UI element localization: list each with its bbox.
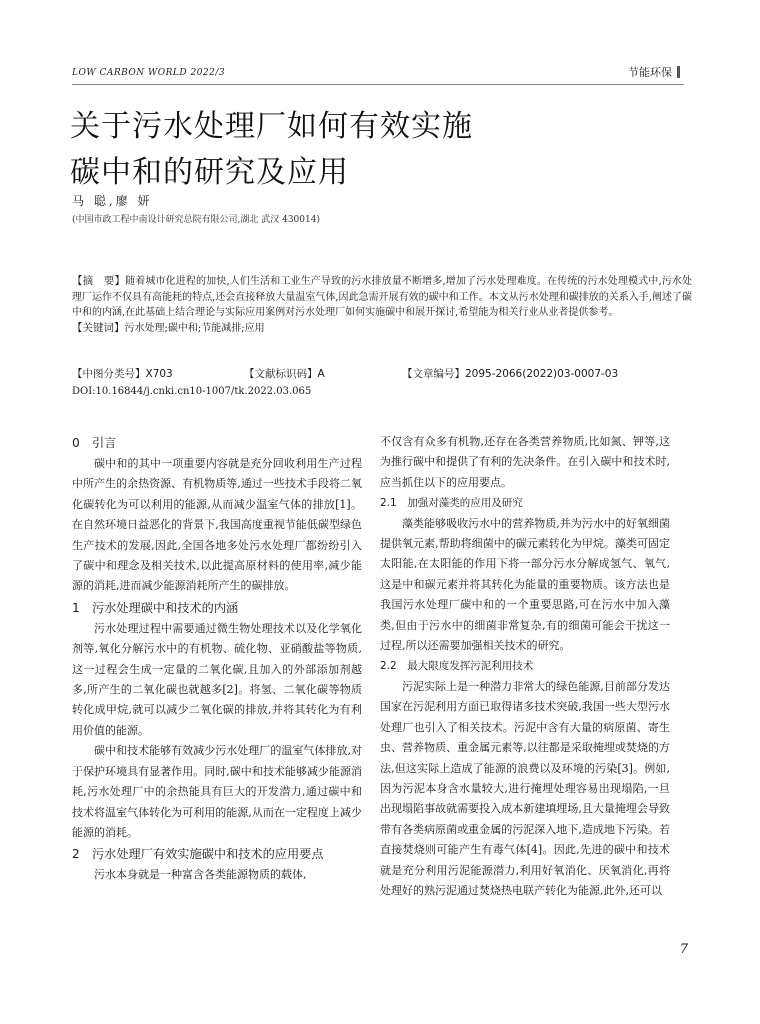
section-label: 节能环保 — [628, 66, 672, 79]
article-number: 【文章编号】2095-2066(2022)03-0007-03 — [402, 368, 619, 380]
paragraph: 污泥实际上是一种潜力非常大的绿色能源,目前部分发达国家在污泥利用方面已取得诸多技术突破,我国一些大型污水处理厂也引入了相关技术。污泥中含有大量的病原菌、寄生虫、营养物质、重金属元素等,以往都是采取掩埋或焚烧的方法,但这实际上造成了能源的浪费以及环境的污染[3]。例如,因为污泥本身含水量较大,进行掩埋处理容易出现塌陷,一旦出现塌陷事故就需要投入成本新建填埋场,且大量掩埋会导致带有各类病原菌或重金属的污泥深入地下,造成地下污染。若直接焚烧则可能产生有毒气体[4]。因此,先进的碳中和技术就是充分利用污泥能源潜力,利用好氧消化、厌氧消化,再将处理好的熟污泥通过焚烧热电联产转化为能源,此外,还可以 — [380, 679, 670, 897]
abstract-label: 【摘 要】 — [72, 275, 126, 287]
paragraph: 藻类能够吸收污水中的营养物质,并为污水中的好氧细菌提供氧元素,帮助将细菌中的碳元素转化为甲烷。藻类可固定太阳能,在太阳能的作用下将一部分污水分解成氢气、氧气,这是中和碳元素并将其转化为能量的重要物质。该方法也是我国污水处理厂碳中和的一个重要思路,可在污水中加入藻类,但由于污水中的细菌非常复杂,有的细菌可能会干扰这一过程,所以还需要加强相关技术的研究。 — [380, 516, 670, 653]
abstract-block — [72, 274, 692, 336]
affiliation: (中国市政工程中南设计研究总院有限公司,湖北 武汉 430014) — [72, 215, 320, 225]
left-column — [72, 432, 362, 886]
subsection-heading: 2.1 加强对藻类的应用及研究 — [380, 497, 523, 510]
paragraph: 污水处理过程中需要通过微生物处理技术以及化学氧化剂等,氧化分解污水中的有机物、硫化物、亚硝酸盐等物质,这一过程会生成一定量的二氧化碳,且加入的外部添加剂越多,所产生的二氧化碳也就越多[2]。将氢、二氧化碳等物质转化成甲烷,就可以减少二氧化碳的排放,并将其转化为有利用价值的能源。 — [72, 621, 362, 737]
authors: 马 聪,廖 妍 — [72, 194, 153, 208]
abstract-text: 随着城市化进程的加快,人们生活和工业生产导致的污水排放量不断增多,增加了污水处理难度。在传统的污水处理模式中,污水处理厂运作不仅具有高能耗的特点,还会直接释放大量温室气体,因此急需开展有效的碳中和工作。本文从污水处理和碳排放的关系入手,阐述了碳中和的内涵,在此基础上结合理论与实际应用案例对污水处理厂如何实施碳中和展开探讨,希望能为相关行业从业者提供参考。 — [72, 276, 693, 319]
paragraph: 碳中和技术能够有效减少污水处理厂的温室气体排放,对于保护环境具有显著作用。同时,碳中和技术能够减少能源消耗,污水处理厂中的余热能具有巨大的开发潜力,通过碳中和技术将温室气体转化为可利用的能源,从而在一定程度上减少能源的消耗。 — [72, 744, 362, 839]
article-title — [70, 104, 473, 196]
doi: DOI:10.16844/j.cnki.cn10-1007/tk.2022.03.065 — [72, 386, 312, 397]
section-heading: 1 污水处理碳中和技术的内涵 — [72, 600, 239, 615]
paragraph: 碳中和的其中一项重要内容就是充分回收利用生产过程中所产生的余热资源、有机物质等,通过一些技术手段将二氧化碳转化为可以利用的能源,从而减少温室气体的排放[1]。在自然环境日益恶化的背景下,我国高度重视节能低碳型绿色生产技术的发展,因此,全国各地多处污水处理厂都纷纷引入了碳中和理念及相关技术,以此提高原材料的使用率,减少能源的消耗,进而减少能源消耗所产生的碳排放。 — [72, 457, 362, 593]
section-heading: 0 引言 — [72, 436, 117, 450]
paragraph: 污水本身就是一种富含各类能源物质的载体, — [94, 868, 307, 882]
section-heading: 2 污水处理厂有效实施碳中和技术的应用要点 — [72, 847, 324, 862]
clc-number: 【中图分类号】X703 — [72, 368, 173, 380]
keywords-label: 【关键词】 — [72, 321, 125, 334]
header-bar-decoration — [677, 66, 680, 78]
keywords-text: 污水处理;碳中和;节能减排;应用 — [124, 322, 265, 334]
journal-running-header: LOW CARBON WORLD 2022/3 — [72, 68, 226, 78]
page-number: 7 — [679, 942, 688, 957]
right-column — [380, 432, 670, 901]
document-code: 【文献标识码】A — [244, 368, 325, 380]
subsection-heading: 2.2 最大限度发挥污泥利用技术 — [380, 660, 534, 673]
title-line-2: 碳中和的研究及应用 — [70, 155, 349, 190]
title-line-1: 关于污水处理厂如何有效实施 — [70, 109, 473, 144]
paragraph-continued: 不仅含有众多有机物,还存在各类营养物质,比如氮、钾等,这为推行碳中和提供了有利的先决条件。在引入碳中和技术时,应当抓住以下的应用要点。 — [380, 435, 670, 489]
header-rule — [72, 84, 684, 85]
